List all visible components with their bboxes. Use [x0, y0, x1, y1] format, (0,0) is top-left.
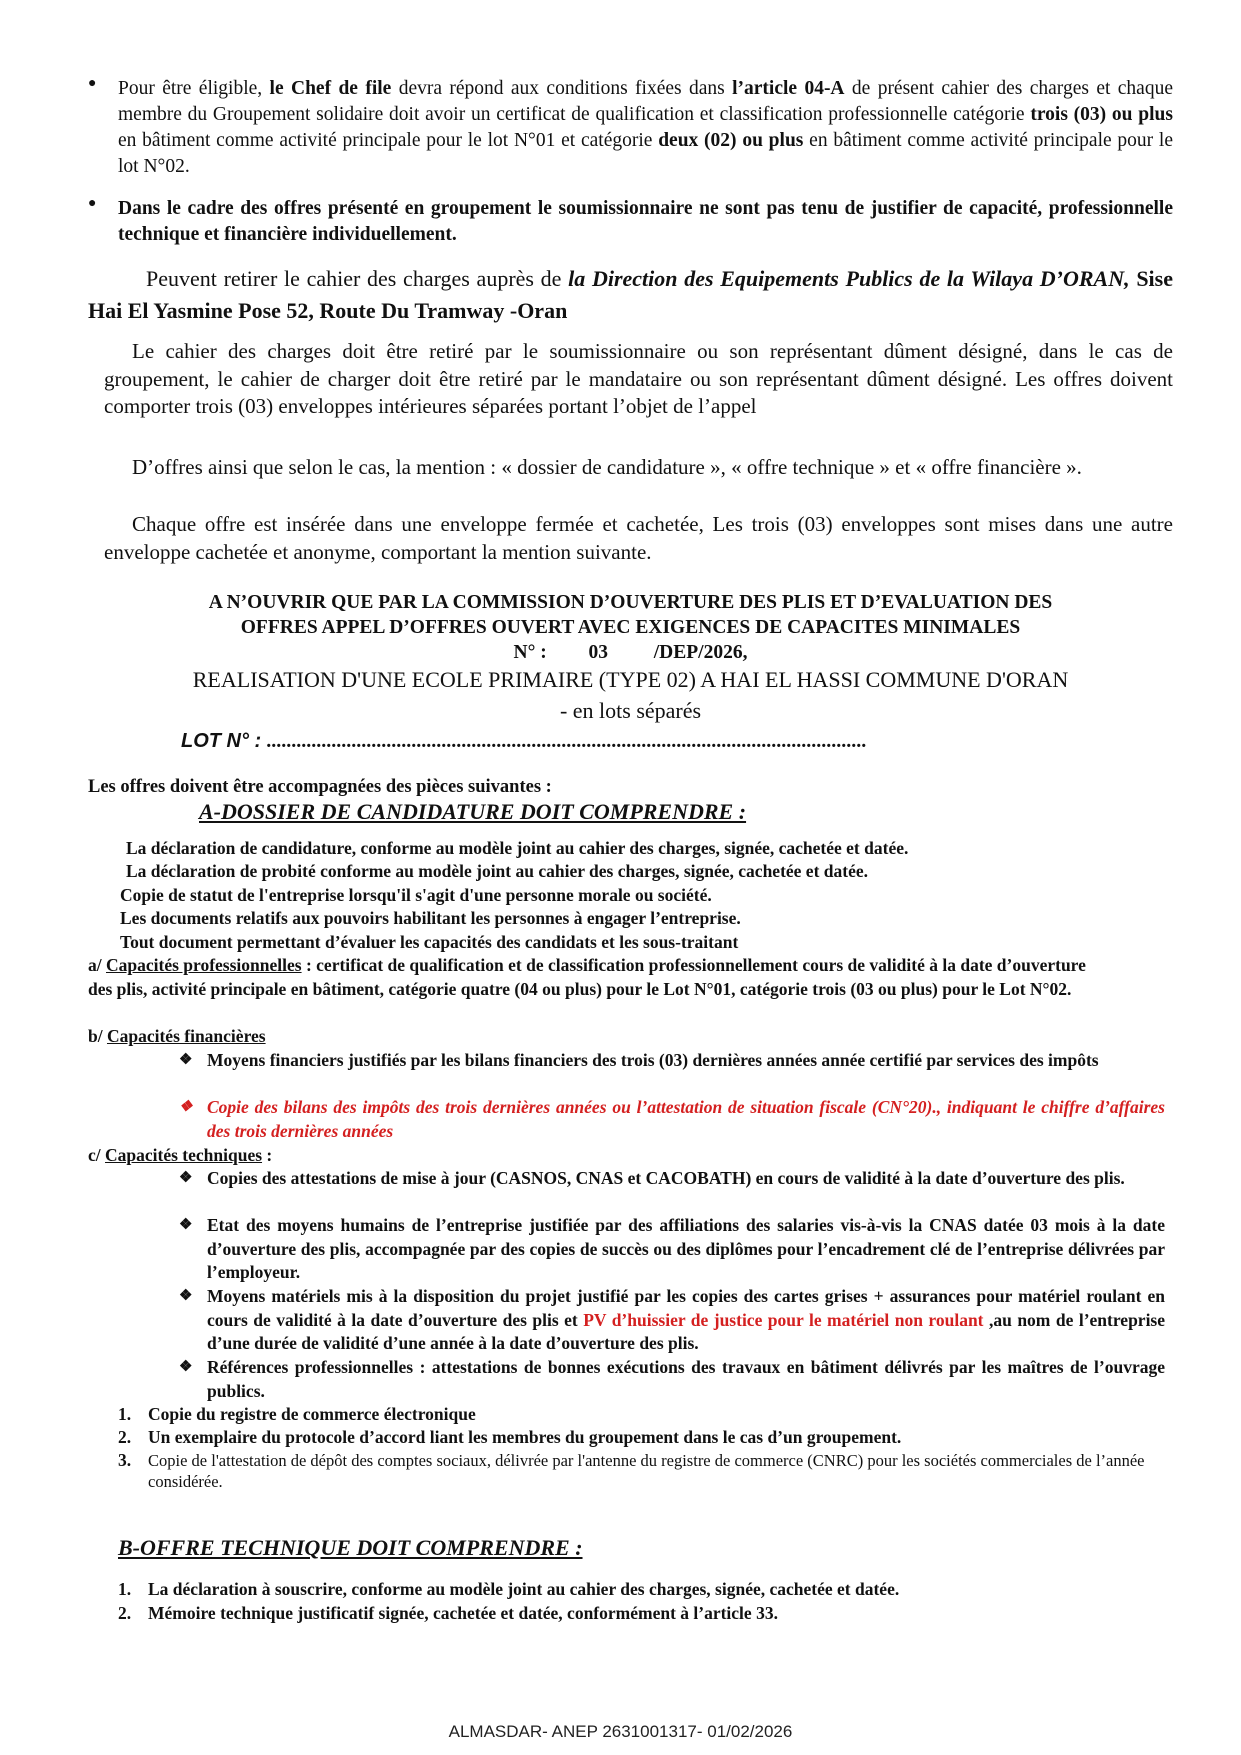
cap-pro-text: : certificat de qualification et de classification professionnellement cours de validité à la date d’ouverture des plis, activité principale en bâtiment, catégorie quatre (04 ou plus) pour le Lot N°01, catégorie trois (03 ou plus) pour le Lot N°02. — [88, 955, 1086, 999]
number-value: 03 — [588, 642, 609, 663]
diamond-bullet-icon: ❖ — [179, 1052, 193, 1068]
mention-block — [88, 590, 1173, 665]
offre-item-1 — [118, 1578, 1168, 1602]
diamond-bullet-icon: ❖ — [179, 1099, 193, 1115]
retrait-paragraph — [88, 263, 1173, 327]
retrait-lead: Peuvent retirer le cahier des charges auprès de — [146, 266, 569, 291]
diamond-bullet-icon: ❖ — [179, 1217, 193, 1233]
bullet-segment: en bâtiment comme activité principale pour le lot N°01 et catégorie — [118, 130, 659, 151]
number-suffix: /DEP/2026, — [653, 642, 748, 663]
item-text: Un exemplaire du protocole d’accord liant les membres du groupement dans le cas d’un groupement. — [148, 1427, 902, 1447]
tech-item-text: Copies des attestations de mise à jour (CASNOS, CNAS et CACOBATH) en cours de validité à la date d’ouverture des plis. — [207, 1168, 1125, 1188]
tech-item-4 — [179, 1356, 1165, 1403]
diamond-bullet-icon: ❖ — [179, 1359, 193, 1375]
paragraph-enveloppes — [104, 511, 1173, 566]
tech-item-text — [207, 1285, 1165, 1356]
cap-pro-title: Capacités professionnelles — [106, 955, 302, 975]
cap-pro-block — [88, 954, 1098, 1001]
bullet-segment: de présent cahier des charges et chaque membre du Groupement solidaire doit avoir un certificat de qualification et classification professionnelle catégorie — [118, 78, 1173, 125]
tech-3-part-b: ,au nom de l’entreprise d’une durée de validité d’une année à la date d’ouverture des plis. — [207, 1309, 1166, 1353]
tech-item-2 — [179, 1214, 1165, 1285]
lot-line — [181, 730, 1081, 753]
item-text: Mémoire technique justificatif signée, cachetée et datée, conformément à l’article 33. — [148, 1603, 778, 1623]
number-label: N° : — [513, 642, 547, 663]
dossier-item: La déclaration de candidature, conforme au modèle joint au cahier des charges, signée, cachetée et datée. — [126, 838, 909, 858]
offre-item-2 — [118, 1602, 1168, 1626]
section-b-title: B-OFFRE TECHNIQUE DOIT COMPRENDRE : — [118, 1535, 583, 1560]
eligibility-bullet — [88, 76, 1173, 180]
item-number: 2. — [118, 1427, 132, 1447]
cap-fin-title: Capacités financières — [106, 1026, 266, 1046]
fin-item-2 — [179, 1096, 1165, 1143]
lot-dots: ........................................................................................................................ — [266, 730, 867, 752]
dossier-item: Copie de statut de l'entreprise lorsqu'il s'agit d'une personne morale ou société. — [120, 885, 712, 905]
paragraph-mentions — [104, 454, 1173, 482]
lots-note: - en lots séparés — [559, 698, 702, 723]
cap-fin-prefix: b/ — [88, 1026, 107, 1046]
fin-item-text: Moyens financiers justifiés par les bilans financiers des trois (03) dernières années année certifié par services des impôts — [207, 1050, 1099, 1070]
item-text: La déclaration à souscrire, conforme au modèle joint au cahier des charges, signée, cachetée et datée. — [148, 1579, 900, 1599]
bullet-segment: le Chef de file — [269, 78, 392, 99]
cap-pro-prefix: a/ — [88, 955, 106, 975]
cap-tech-colon: : — [262, 1145, 273, 1165]
direction-name: la Direction des Equipements Publics de la Wilaya D’ORAN, — [568, 266, 1130, 291]
bullet-segment: l’article 04-A — [732, 78, 845, 99]
bullet-segment: devra répond aux conditions fixées dans — [391, 78, 733, 99]
cap-tech-title: Capacités techniques — [105, 1145, 263, 1165]
mention-line-2: OFFRES APPEL D’OFFRES OUVERT AVEC EXIGENCES DE CAPACITES MINIMALES — [240, 617, 1021, 638]
paragraph-text: Le cahier des charges doit être retiré par le soumissionnaire ou son représentant dûment désigné, dans le cas de groupement, le cahier de charger doit être retiré par le mandataire ou son représentant dûment désigné. Les offres doivent comporter trois (03) enveloppes intérieures séparées portant l’objet de l’appel — [104, 339, 1173, 418]
cap-tech-prefix: c/ — [88, 1145, 106, 1165]
item-text: Copie de l'attestation de dépôt des comptes sociaux, délivrée par l'antenne du registre de commerce (CNRC) pour les sociétés commerciales de l’année considérée. — [148, 1451, 1145, 1491]
bullet-icon: ● — [88, 76, 97, 91]
item-number: 2. — [118, 1603, 132, 1623]
dossier-item: Les documents relatifs aux pouvoirs habilitant les personnes à engager l’entreprise. — [120, 908, 741, 928]
paragraph-retrait-conditions — [104, 338, 1173, 421]
tech-item-text: Etat des moyens humains de l’entreprise justifiée par des affiliations des salaries vis-à-vis la CNAS datée 03 mois à la date d’ouverture des plis, accompagnée par des copies de succès ou des diplômes pour l’encadrement clé de l’entreprise délivrées par l’employeur. — [207, 1215, 1165, 1282]
tech-item-text: Références professionnelles : attestations de bonnes exécutions des travaux en bâtiment délivrés par les maîtres de l’ouvrage publics. — [207, 1357, 1165, 1401]
groupement-text — [118, 196, 1173, 248]
tech-item-1 — [179, 1167, 1165, 1191]
mention-number — [88, 640, 1173, 665]
section-a-title: A-DOSSIER DE CANDIDATURE DOIT COMPRENDRE : — [199, 799, 747, 824]
tech-item-3 — [179, 1285, 1165, 1356]
bullet-segment: trois (03) ou plus — [1030, 104, 1173, 125]
bullet-segment: deux (02) ou plus — [658, 130, 804, 151]
numbered-item-2 — [118, 1426, 1168, 1450]
item-text: Copie du registre de commerce électronique — [148, 1404, 476, 1424]
bullet-segment: Pour être éligible, — [118, 78, 270, 99]
fin-item-1 — [179, 1049, 1165, 1073]
item-number: 3. — [118, 1450, 132, 1470]
project-title: REALISATION D'UNE ECOLE PRIMAIRE (TYPE 02) A HAI EL HASSI COMMUNE D'ORAN — [192, 667, 1069, 692]
mention-line-1: A N’OUVRIR QUE PAR LA COMMISSION D’OUVERTURE DES PLIS ET D’EVALUATION DES — [208, 592, 1053, 613]
bullet-icon: ● — [88, 196, 97, 211]
eligibility-text — [118, 76, 1173, 180]
diamond-bullet-icon: ❖ — [179, 1170, 193, 1186]
item-number: 1. — [118, 1404, 132, 1424]
project-block — [88, 664, 1173, 726]
diamond-bullet-icon: ❖ — [179, 1288, 193, 1304]
numbered-item-1 — [118, 1403, 1168, 1427]
page-footer: ALMASDAR- ANEP 2631001317- 01/02/2026 — [448, 1722, 793, 1741]
pieces-intro: Les offres doivent être accompagnées des pièces suivantes : — [88, 777, 552, 797]
cap-tech-heading — [88, 1144, 272, 1168]
numbered-item-3 — [118, 1450, 1168, 1492]
cap-fin-heading — [88, 1025, 266, 1049]
dossier-item: Tout document permettant d’évaluer les capacités des candidats et les sous-traitant — [120, 932, 739, 952]
groupement-bullet — [88, 196, 1173, 248]
bullet-segment: en bâtiment comme activité principale pour le lot N°02. — [118, 130, 1173, 177]
paragraph-text: D’offres ainsi que selon le cas, la mention : « dossier de candidature », « offre technique » et « offre financière ». — [132, 455, 1082, 479]
dossier-item: La déclaration de probité conforme au modèle joint au cahier des charges, signée, cachetée et datée. — [126, 861, 868, 881]
bullet-segment: Dans le cadre des offres présenté en groupement le soumissionnaire ne sont pas tenu de justifier de capacité, professionnelle technique et financière individuellement. — [118, 198, 1173, 245]
item-number: 1. — [118, 1579, 132, 1599]
lot-label: LOT N° : — [181, 730, 262, 752]
paragraph-text: Chaque offre est insérée dans une enveloppe fermée et cachetée, Les trois (03) enveloppes sont mises dans une autre enveloppe cachetée et anonyme, comportant la mention suivante. — [104, 512, 1173, 564]
fin-item-text: Copie des bilans des impôts des trois dernières années ou l’attestation de situation fiscale (CN°20)., indiquant le chiffre d’affaires des trois dernières années — [207, 1097, 1165, 1141]
tech-3-part-a: Moyens matériels mis à la disposition du projet justifié par les copies des cartes grises + assurances pour matériel roulant en cours de validité à la date d’ouverture des plis et — [207, 1286, 1165, 1330]
direction-address: Sise Hai El Yasmine Pose 52, Route Du Tramway -Oran — [88, 266, 1173, 323]
tech-3-highlight: PV d’huissier de justice pour le matériel non roulant — [583, 1309, 984, 1330]
